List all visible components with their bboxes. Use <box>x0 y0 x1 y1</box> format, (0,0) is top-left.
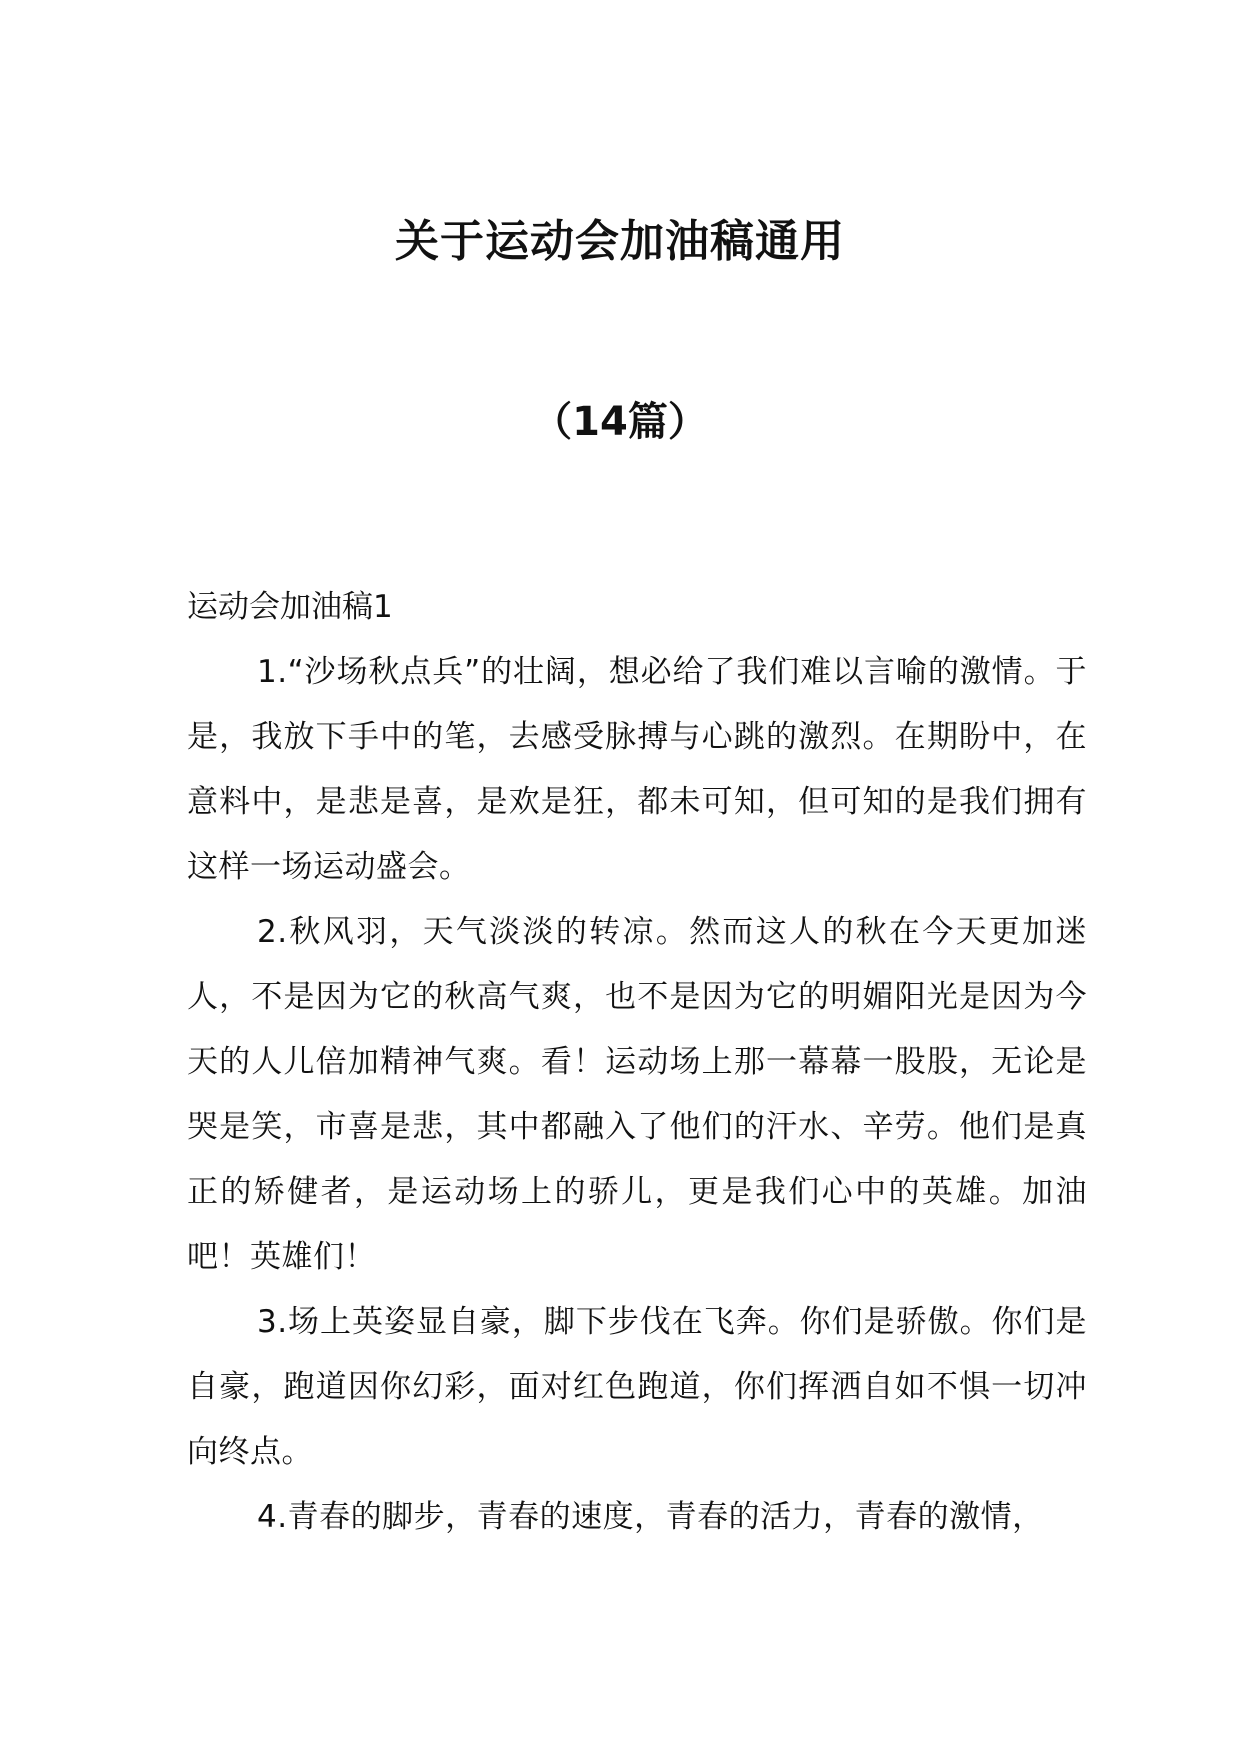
document-subtitle: （14篇） <box>532 399 708 445</box>
document-body <box>187 575 1087 1550</box>
document-title: 关于运动会加油稿通用 <box>395 216 845 267</box>
paragraph-2: 2.秋风羽，天气淡淡的转凉。然而这人的秋在今天更加迷人，不是因为它的秋高气爽，也不是因为它的明媚阳光是因为今天的人儿倍加精神气爽。看！运动场上那一幕幕一股股，无论是哭是笑，市喜是悲，其中都融入了他们的汗水、辛劳。他们是真正的矫健者，是运动场上的骄儿，更是我们心中的英雄。加油吧！英雄们！ <box>187 914 1087 1275</box>
paragraph-3: 3.场上英姿显自豪，脚下步伐在飞奔。你们是骄傲。你们是自豪，跑道因你幻彩，面对红色跑道，你们挥洒自如不惧一切冲向终点。 <box>187 1304 1087 1470</box>
paragraph-1: 1.“沙场秋点兵”的壮阔，想必给了我们难以言喻的激情。于是，我放下手中的笔，去感受脉搏与心跳的激烈。在期盼中，在意料中，是悲是喜，是欢是狂，都未可知，但可知的是我们拥有这样一场运动盛会。 <box>187 654 1087 885</box>
paragraph-4: 4.青春的脚步，青春的速度，青春的活力，青春的激情， <box>257 1499 1044 1535</box>
section-heading: 运动会加油稿1 <box>187 589 393 625</box>
